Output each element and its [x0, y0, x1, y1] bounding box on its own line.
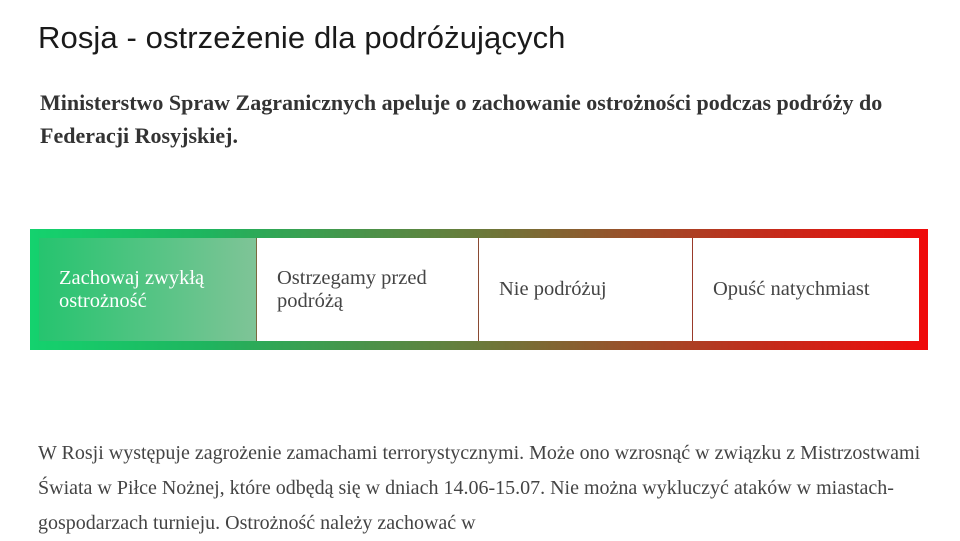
level-label: Zachowaj zwykłą ostrożność	[59, 266, 205, 312]
article-body: W Rosji występuje zagrożenie zamachami terrorystycznymi. Może ono wzrosnąć w związku z Mistrzostwami Świata w Piłce Nożnej, które odbędą się w dniach 14.06-15.07. Nie można wykluczyć ataków w miastach-gospodarzach turnieju. Ostrożność należy zachować w	[38, 442, 921, 534]
page-title: Rosja - ostrzeżenie dla podróżujących	[38, 20, 566, 55]
level-leave-immediately[interactable]	[692, 238, 919, 341]
level-travel-warning[interactable]	[256, 238, 478, 341]
level-do-not-travel[interactable]	[478, 238, 692, 341]
article-lead: Ministerstwo Spraw Zagranicznych apeluje o zachowanie ostrożności podczas podróży do Federacji Rosyjskiej.	[40, 90, 883, 148]
travel-warning-levels	[30, 229, 928, 350]
level-label: Opuść natychmiast	[713, 278, 870, 300]
level-normal-caution[interactable]	[39, 238, 256, 341]
level-label: Nie podróżuj	[499, 278, 607, 300]
level-label: Ostrzegamy przed podróżą	[277, 266, 427, 312]
